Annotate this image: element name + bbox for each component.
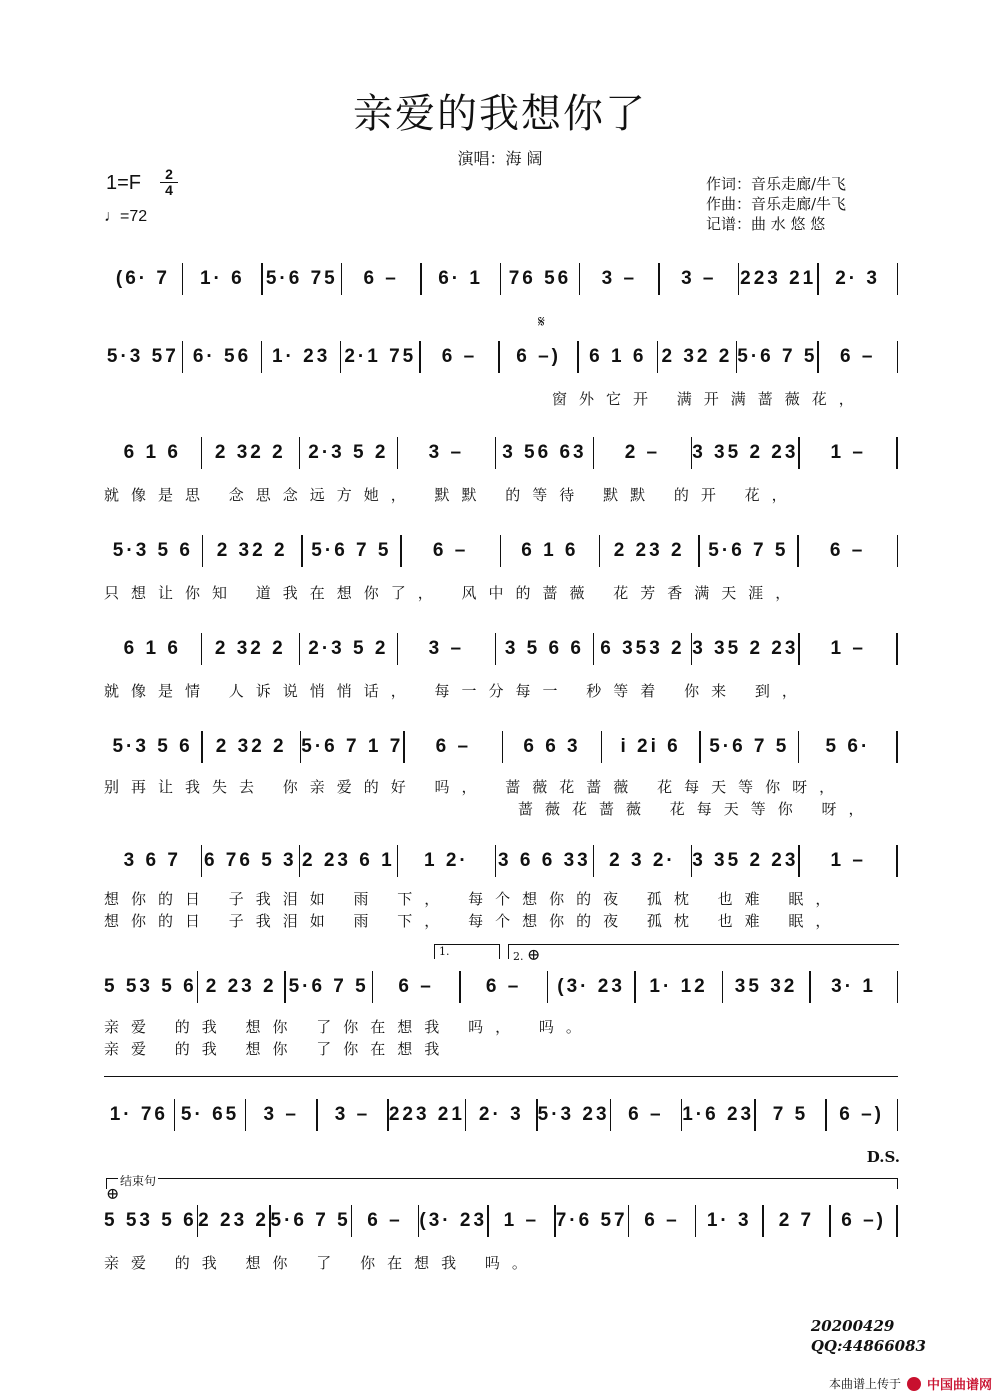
measure: 5·6 7 5	[270, 1210, 351, 1231]
measure: 6 1 6	[521, 540, 579, 561]
score-row-6	[104, 730, 898, 764]
measure: 1· 76	[109, 1104, 168, 1125]
measure: 3 6 7	[123, 850, 181, 871]
measure: 1· 23	[271, 346, 331, 367]
measure: 2 3 2·	[609, 850, 676, 871]
score-row-5	[104, 632, 898, 666]
qq-contact: QQ:44866083	[810, 1337, 926, 1355]
measure: 6 –)	[839, 1104, 885, 1125]
bar-line	[897, 263, 899, 295]
ending-label: 结束句	[120, 1174, 157, 1188]
measure: 35 32	[734, 976, 798, 997]
measure: 1·6 23	[682, 1104, 755, 1125]
measure: 6 –	[363, 268, 399, 289]
measure: 3 –	[334, 1104, 371, 1125]
measure: 6 –	[829, 540, 866, 561]
volta-2	[508, 944, 899, 964]
measure: 2 32 2	[215, 736, 287, 757]
measure: 2·3 5 2	[308, 638, 389, 659]
measure: 5·3 5 6	[112, 540, 193, 561]
site-name: 中国曲谱网	[926, 1378, 992, 1393]
measure: 5· 65	[180, 1104, 240, 1125]
segno-icon: 𝄋	[538, 312, 545, 331]
lyric-line-4: 只想让你知 道我在想你了， 风中的蔷薇 花芳香满天涯，	[104, 584, 803, 602]
ds-marking: D.S.	[866, 1148, 900, 1166]
measure: 5·6 7 5	[311, 540, 392, 561]
score-row-8	[104, 970, 898, 1004]
composer-credit: 作曲：音乐走廊/牛飞	[706, 195, 847, 213]
measure: 6 –	[644, 1210, 680, 1231]
measure: 1· 6	[199, 268, 245, 289]
measure: 6 1 6	[123, 442, 181, 463]
measure: 6 –	[840, 346, 876, 367]
measure: 2· 3	[835, 268, 880, 289]
lyric-line-7: 想你的日 子我泪如 雨 下， 每个想你的夜 孤枕 也难 眠，	[104, 890, 843, 908]
measure: 2 32 2	[214, 442, 286, 463]
measure: 223 21	[388, 1104, 465, 1125]
measure: 5·3 5 6	[112, 736, 193, 757]
bar-line	[896, 731, 898, 763]
bar-line	[896, 1205, 898, 1237]
time-sig-bottom: 4	[165, 182, 173, 198]
coda-icon: ⊕	[527, 945, 541, 964]
score-row-4	[104, 534, 898, 568]
measure: 1 –	[830, 638, 866, 659]
measure: 6 –	[628, 1104, 664, 1125]
site-logo-icon	[907, 1377, 921, 1391]
lyric-line-8: 亲爱 的我 想你 了你在想我 吗， 吗。	[104, 1018, 593, 1036]
lyric-line-10: 亲爱 的我 想你 了 你在想我 吗。	[104, 1254, 539, 1272]
lyric-line-5: 就像是情 人诉说悄悄话， 每一分每一 秒等着 你来 到，	[104, 682, 809, 700]
measure: 1 –	[503, 1210, 540, 1231]
measure: 3 –	[428, 442, 465, 463]
lyric-line-3: 就像是思 念思念远方她， 默默 的等待 默默 的开 花，	[104, 486, 799, 504]
measure: 1· 12	[649, 976, 708, 997]
measure: 2 23 6 1	[301, 850, 395, 871]
measure: 5·6 75	[265, 268, 338, 289]
measure: 2 23 2	[205, 976, 277, 997]
measure: (3· 23	[419, 1210, 488, 1231]
measure: 5 6·	[825, 736, 871, 757]
measure: 2·3 5 2	[308, 442, 389, 463]
measure: 6 –	[398, 976, 434, 997]
measure: 3 –	[428, 638, 465, 659]
measure: 2· 3	[478, 1104, 524, 1125]
measure: 6 –	[485, 976, 522, 997]
measure: 6 6 3	[523, 736, 581, 757]
coda-icon-end: ⊕	[106, 1184, 120, 1203]
measure: 1 2·	[423, 850, 469, 871]
lyric-line-6b: 蔷薇花蔷薇 花每天等你 呀，	[518, 800, 876, 818]
measure: 5·6 7 5	[737, 346, 818, 367]
bar-line	[896, 633, 898, 665]
measure: 7 5	[772, 1104, 809, 1125]
lyric-line-2: 窗外它开 满开满蔷薇花，	[552, 390, 866, 408]
page-title: 亲爱的我想你了	[353, 91, 647, 137]
measure: 2 7	[778, 1210, 815, 1231]
transcription-date-block	[811, 1316, 926, 1356]
ending-bracket	[106, 1178, 898, 1189]
score-row-3	[104, 436, 898, 470]
measure: 3 35 2 23	[692, 442, 799, 463]
measure: 3 –	[263, 1104, 299, 1125]
measure: 6· 56	[192, 346, 252, 367]
measure: 1· 3	[706, 1210, 752, 1231]
measure: 3 5 6 6	[504, 638, 584, 659]
measure: 1 –	[830, 850, 866, 871]
measure: (6· 7	[115, 268, 170, 289]
bar-line	[897, 971, 899, 1003]
measure: 3 6 6 33	[498, 850, 591, 871]
score-row-7	[104, 844, 898, 878]
measure: 3· 1	[831, 976, 876, 997]
bar-line	[896, 437, 898, 469]
measure: 5·3 57	[106, 346, 179, 367]
measure: 6 –	[367, 1210, 403, 1231]
time-signature	[160, 168, 178, 197]
measure: 223 21	[740, 268, 817, 289]
bar-line	[897, 1099, 899, 1131]
measure: (3· 23	[557, 976, 625, 997]
measure: 3 35 2 23	[692, 850, 799, 871]
measure: 7·6 57	[555, 1210, 628, 1231]
score-row-2	[104, 340, 898, 374]
measure: 6 1 6	[123, 638, 181, 659]
key-signature: 1=F	[106, 172, 142, 194]
measure: 2 32 2	[216, 540, 288, 561]
lyricist-credit: 作词：音乐走廊/牛飞	[706, 175, 847, 193]
measure: 2 23 2	[198, 1210, 269, 1231]
lyric-line-6: 别再让我失去 你亲爱的好 吗， 蔷薇花蔷薇 花每天等你呀，	[104, 778, 847, 796]
site-footer	[829, 1374, 992, 1393]
divider-line	[104, 1076, 898, 1077]
measure: 2 23 2	[613, 540, 685, 561]
measure: 6 –)	[516, 346, 561, 367]
measure: 5·3 23	[537, 1104, 610, 1125]
bar-line	[896, 845, 898, 877]
measure: 76 56	[508, 268, 572, 289]
measure: i 2i 6	[620, 736, 681, 757]
measure: 6 –	[441, 346, 478, 367]
credits-block	[706, 174, 846, 234]
measure: 2 32 2	[661, 346, 733, 367]
measure: 3 56 63	[502, 442, 587, 463]
transcriber-credit: 记谱：曲 水 悠 悠	[706, 215, 826, 233]
tempo-marking: ♩=72	[104, 208, 148, 225]
score-row-10	[104, 1204, 898, 1238]
measure: 2·1 75	[344, 346, 417, 367]
measure: 3 –	[601, 268, 638, 289]
measure: 6 353 2	[600, 638, 685, 659]
score-row-1	[104, 262, 898, 296]
singer-credit: 演唱：海 阔	[457, 149, 543, 168]
measure: 5 53 5 6	[104, 976, 197, 997]
measure: 6 –	[432, 540, 469, 561]
upload-text: 本曲谱上传于	[828, 1377, 901, 1391]
measure: 5·6 7 1 7	[301, 736, 404, 757]
measure: 6· 1	[438, 268, 483, 289]
volta-1: 1.	[434, 944, 500, 959]
measure: 3 35 2 23	[692, 638, 799, 659]
measure: 2 –	[624, 442, 661, 463]
measure: 6 –	[435, 736, 472, 757]
score-row-9	[104, 1098, 898, 1132]
measure: 5·6 7 5	[288, 976, 369, 997]
measure: 6 –)	[841, 1210, 886, 1231]
measure: 5·6 7 5	[708, 540, 789, 561]
volta-2-label: 2.	[513, 950, 524, 963]
bar-line	[897, 535, 899, 567]
lyric-line-7b: 想你的日 子我泪如 雨 下， 每个想你的夜 孤枕 也难 眠，	[104, 912, 843, 930]
transcription-date: 20200429	[810, 1317, 895, 1335]
measure: 2 32 2	[214, 638, 286, 659]
measure: 3 –	[681, 268, 717, 289]
bar-line	[897, 341, 899, 373]
measure: 6 1 6	[589, 346, 647, 367]
measure: 5·6 7 5	[709, 736, 790, 757]
measure: 5 53 5 6	[104, 1210, 197, 1231]
lyric-line-8b: 亲爱 的我 想你 了你在想我	[104, 1040, 452, 1058]
measure: 6 76 5 3	[203, 850, 297, 871]
measure: 1 –	[830, 442, 866, 463]
time-sig-top: 2	[165, 166, 173, 182]
